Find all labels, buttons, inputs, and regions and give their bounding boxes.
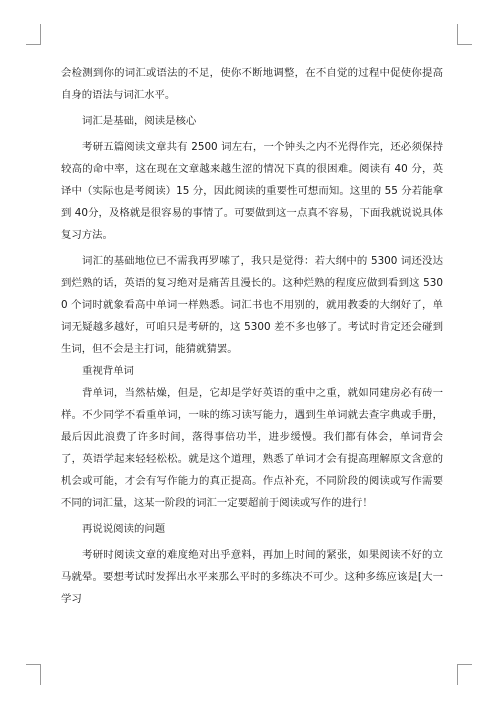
crop-mark-bottom-left — [26, 664, 41, 685]
section-heading-memorize-words: 重视背单词 — [82, 365, 134, 377]
crop-mark-top-left — [26, 24, 41, 45]
paragraph-memorize-words: 背单词，当然枯燥，但是，它却是学好英语的重中之重，就如同建房必有砖一样。不少同学不看重单词，一味的练习读写能力，遇到生单词就去查字典或手册，最后因此浪费了许多时间，落得事倍功半，进步缓慢。我们都有体会，单词背会了，英语学起来轻轻松松。就是这个道理，熟悉了单词才会有提高理解原文含意的机会或可能，才会有写作能力的真正提高。作点补充，不同阶段的阅读或写作需要不同的词汇量，这某一阶段的词汇一定要超前于阅读或写作的进行！ — [61, 387, 443, 509]
crop-mark-bottom-right — [457, 664, 472, 685]
crop-mark-top-right — [457, 24, 472, 45]
section-heading-reading-problem: 再说说阅读的问题 — [82, 523, 166, 535]
document-body — [61, 62, 443, 610]
paragraph-reading-difficulty: 考研时阅读文章的难度绝对出乎意料，再加上时间的紧张，如果阅读不好的立马就晕。要想考试时发挥出水平来那么平时的多练决不可少。这种多练应该是[大一学习 — [61, 549, 443, 605]
section-heading-vocabulary: 词汇是基础，阅读是核心 — [82, 115, 197, 127]
paragraph-reading-score: 考研五篇阅读文章共有 2500 词左右，一个钟头之内不光得作完，还必须保持较高的命中率，这在现在文章越来越生涩的情况下真的很困难。阅读有 40 分，英译中（实际也是考阅读）15 分，因此阅读的重要性可想而知。这里的 55 分若能拿到 40分，及格就是很容易的事情了。可要做到这一点真不容易，下面我就说说具体复习方法。 — [61, 141, 443, 241]
paragraph-continuation: 会检测到你的词汇或语法的不足，使你不断地调整，在不自觉的过程中促使你提高自身的语法与词汇水平。 — [61, 67, 443, 101]
paragraph-vocabulary-base: 词汇的基础地位已不需我再罗嗦了，我只是觉得：若大纲中的 5300 词还没达到烂熟的话，英语的复习绝对是痛苦且漫长的。这种烂熟的程度应做到看到这 5300 个词时就象看高中单词一样熟悉。词汇书也不用别的，就用教委的大纲好了，单词无疑越多越好，可咱只是考研的，这 5300 差不多也够了。考试时肯定还会碰到生词，但不会是主打词，能猜就猜罢。 — [61, 255, 443, 355]
